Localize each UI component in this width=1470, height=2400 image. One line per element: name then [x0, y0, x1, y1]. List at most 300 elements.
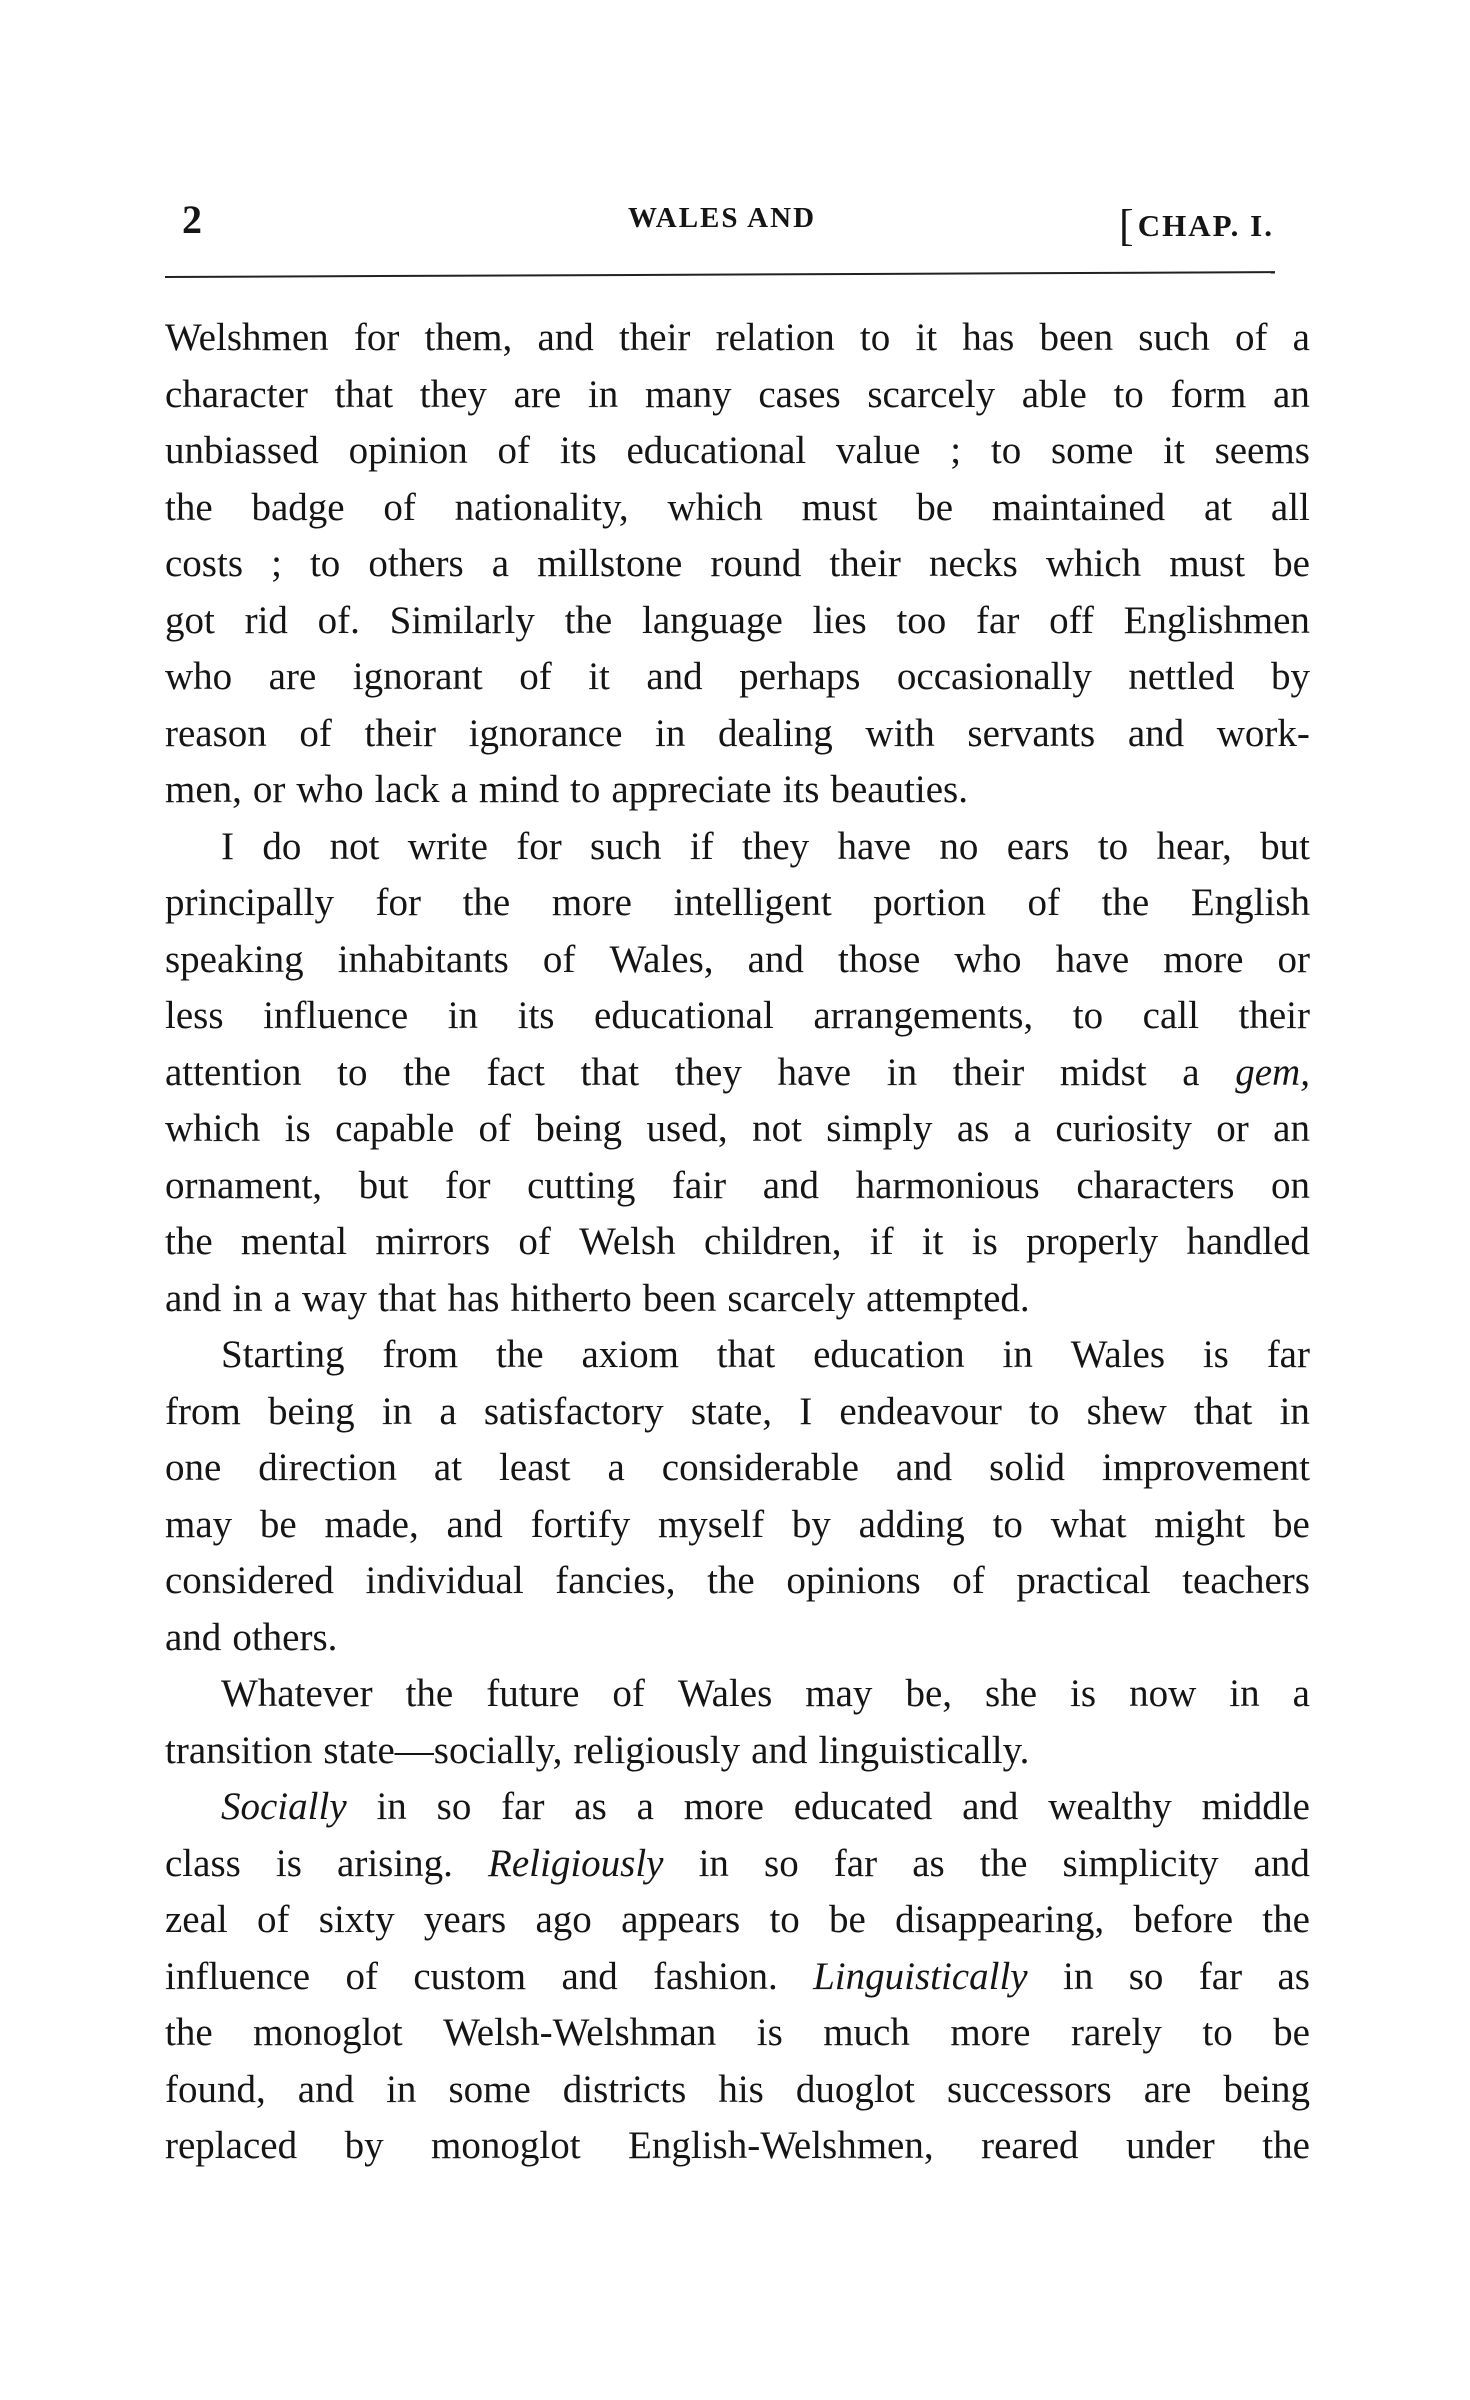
word: of	[299, 711, 332, 755]
word: in	[381, 1389, 413, 1433]
word: and	[561, 1954, 618, 1998]
word: as	[956, 1107, 990, 1150]
chapter-bracket: [	[1119, 201, 1136, 250]
word: to	[1097, 824, 1129, 868]
word: fair	[672, 1163, 727, 1207]
word: the	[165, 485, 213, 529]
word: their	[1238, 994, 1310, 1037]
word: simplicity	[1062, 1841, 1219, 1885]
word: be	[1273, 1502, 1310, 1546]
word: they	[741, 824, 810, 868]
text-line	[165, 593, 1310, 650]
word: and	[762, 1163, 820, 1207]
word: their	[618, 316, 691, 359]
word: a	[1292, 1672, 1310, 1715]
word: some	[448, 2067, 531, 2111]
word: perhaps	[739, 655, 861, 698]
word: Linguistically	[813, 1954, 1028, 1998]
word: more	[551, 881, 632, 924]
word: they	[674, 1050, 742, 1094]
word: not	[752, 1107, 802, 1150]
word: nationality,	[454, 485, 629, 529]
word: dealing	[718, 711, 833, 755]
text-line	[165, 988, 1310, 1045]
word: ignorant	[352, 655, 483, 698]
word: by	[1270, 655, 1310, 698]
text-line	[165, 1779, 1310, 1836]
word: one	[165, 1446, 222, 1489]
text-line	[165, 1666, 1310, 1723]
word: being	[268, 1389, 355, 1433]
word: a	[491, 542, 510, 585]
word: zeal	[165, 1898, 228, 1941]
word: of	[518, 1220, 551, 1263]
word: to	[309, 542, 341, 585]
text-line	[165, 480, 1310, 537]
word: or	[252, 768, 286, 811]
word: duoglot	[795, 2067, 916, 2111]
word: of	[1234, 316, 1268, 359]
word: middle	[1201, 1785, 1310, 1828]
word: and	[165, 1615, 222, 1659]
word: of	[952, 1559, 985, 1602]
word: before	[1133, 1898, 1234, 1941]
word: all	[1270, 485, 1310, 529]
word: to	[570, 768, 601, 811]
word: more	[1163, 937, 1244, 981]
text-line	[165, 1836, 1310, 1893]
text-line	[165, 1384, 1310, 1441]
word: of	[478, 1107, 512, 1150]
word: the	[405, 1672, 454, 1715]
word: transition	[165, 1728, 313, 1772]
word: linguistically.	[818, 1728, 1030, 1772]
word: a	[1182, 1050, 1200, 1094]
word: solid	[989, 1446, 1066, 1489]
word: a	[1292, 316, 1310, 359]
word: scarcely	[867, 372, 996, 416]
word: in	[886, 1050, 918, 1094]
word: others	[368, 542, 464, 585]
word: cutting	[527, 1163, 636, 1207]
text-line	[165, 1101, 1310, 1158]
word: rarely	[1070, 2011, 1162, 2054]
word: the	[495, 1333, 544, 1376]
word: too	[896, 598, 947, 642]
word: of.	[317, 598, 360, 642]
word: inhabitants	[337, 937, 509, 981]
word: it	[921, 1220, 944, 1263]
word: are	[268, 655, 317, 698]
word: educational	[626, 429, 807, 472]
word: being	[535, 1107, 623, 1150]
word: for	[353, 316, 400, 359]
text-line	[165, 932, 1310, 989]
word: so	[436, 1785, 472, 1828]
word: may	[805, 1672, 873, 1715]
word: far	[976, 598, 1020, 642]
text-line	[165, 310, 1310, 367]
word: such	[590, 824, 662, 868]
word: and	[751, 1728, 808, 1772]
word: influence	[263, 994, 409, 1037]
word: under	[1126, 2124, 1215, 2167]
word: as	[912, 1841, 945, 1885]
word: considered	[165, 1559, 334, 1602]
text-line	[165, 1327, 1310, 1384]
text-line	[165, 819, 1310, 876]
word: been	[642, 1276, 717, 1320]
word: might	[1154, 1502, 1246, 1546]
text-line	[165, 649, 1310, 706]
word: its	[517, 994, 555, 1037]
word: class	[165, 1841, 241, 1885]
word: a	[439, 1389, 457, 1433]
word: not	[329, 824, 380, 868]
word: educated	[793, 1785, 933, 1828]
word: form	[1170, 372, 1247, 416]
word: educational	[594, 994, 774, 1037]
word: that	[580, 1050, 640, 1094]
word: costs	[165, 542, 243, 585]
word: reared	[981, 2124, 1079, 2167]
word: as	[574, 1785, 607, 1828]
word: Welshmen	[165, 316, 329, 359]
page-number: 2	[182, 197, 202, 242]
word: who	[954, 937, 1022, 981]
word: is	[971, 1220, 998, 1263]
word: opinions	[786, 1559, 921, 1602]
word: them,	[424, 316, 513, 359]
word: state—socially,	[323, 1728, 563, 1772]
word: hitherto	[510, 1276, 632, 1320]
word: for	[445, 1163, 491, 1207]
word: Wales	[1070, 1333, 1166, 1376]
word: ;	[271, 542, 282, 585]
text-line	[165, 2062, 1310, 2119]
word: Starting	[221, 1333, 345, 1376]
word: Similarly	[389, 598, 535, 642]
word: are	[513, 372, 562, 416]
word: successors	[947, 2067, 1112, 2111]
text-line	[165, 2005, 1310, 2062]
word: used,	[646, 1107, 728, 1150]
word: to	[1113, 372, 1144, 416]
text-line	[165, 1949, 1310, 2006]
word: is	[275, 1841, 302, 1885]
word: many	[644, 372, 732, 416]
word: got	[165, 598, 215, 642]
word: English-Welshmen,	[628, 2124, 934, 2167]
word: in	[698, 1841, 729, 1885]
word: call	[1142, 994, 1199, 1037]
word: ornament,	[165, 1163, 323, 1207]
word: must	[801, 485, 878, 529]
word: do	[262, 824, 302, 868]
word: be	[1273, 542, 1310, 585]
word: in	[1002, 1333, 1033, 1376]
word: its	[782, 768, 820, 811]
word: the	[979, 1841, 1028, 1885]
word: its	[559, 429, 597, 472]
word: Welsh-Welshman	[443, 2011, 717, 2054]
word: been	[1039, 316, 1114, 359]
word: of	[345, 1954, 378, 1998]
word: wealthy	[1048, 1785, 1172, 1828]
word: practical	[1016, 1559, 1151, 1602]
word: character	[165, 372, 308, 416]
word: their	[364, 711, 437, 755]
word: principally	[165, 881, 334, 924]
word: children,	[703, 1220, 842, 1263]
header-rule	[165, 271, 1275, 278]
word: mind	[478, 768, 560, 811]
word: sixty	[318, 1898, 395, 1941]
word: badge	[251, 485, 345, 529]
word: found,	[165, 2067, 266, 2111]
word: in	[1229, 1672, 1260, 1715]
word: and	[1253, 1841, 1310, 1885]
word: so	[764, 1841, 799, 1885]
word: influence	[165, 1954, 311, 1998]
text-line	[165, 1723, 1310, 1780]
word: round	[710, 542, 802, 585]
word: have	[837, 824, 912, 868]
word: but	[1260, 824, 1310, 868]
word: Wales	[677, 1672, 773, 1715]
word: I	[221, 824, 234, 868]
word: is	[1202, 1333, 1229, 1376]
text-line	[165, 1440, 1310, 1497]
word: so	[1128, 1954, 1164, 1998]
text-line	[165, 875, 1310, 932]
word: portion	[873, 881, 986, 924]
word: and	[747, 937, 804, 981]
word: to	[769, 1898, 800, 1941]
word: may	[165, 1502, 233, 1546]
text-line	[165, 1610, 1310, 1667]
word: fortify	[530, 1502, 631, 1546]
word: has	[962, 316, 1015, 359]
word: are	[1143, 2067, 1192, 2111]
word: in	[232, 1276, 263, 1320]
word: of	[519, 655, 552, 698]
word: fancies,	[555, 1559, 676, 1602]
word: properly	[1026, 1220, 1159, 1263]
word: that	[334, 372, 394, 416]
word: to	[992, 1502, 1023, 1546]
word: is	[756, 2011, 783, 2054]
word: be	[829, 1898, 866, 1941]
word: curiosity	[1055, 1107, 1192, 1150]
word: have	[777, 1050, 852, 1094]
running-head	[170, 196, 1274, 250]
word: far	[501, 1785, 545, 1828]
word: considerable	[661, 1446, 859, 1489]
word: direction	[258, 1446, 397, 1489]
word: that	[716, 1333, 776, 1376]
word: education	[813, 1333, 965, 1376]
word: more	[950, 2011, 1031, 2054]
word: ignorance	[468, 711, 623, 755]
word: a	[1013, 1107, 1032, 1150]
word: or	[1277, 937, 1310, 981]
word: others.	[232, 1615, 338, 1659]
word: but	[358, 1163, 409, 1207]
word: in	[1279, 1389, 1310, 1433]
word: his	[718, 2067, 764, 2111]
word: and	[537, 316, 594, 359]
word: years	[423, 1898, 507, 1941]
word: in	[376, 1785, 407, 1828]
word: and	[646, 655, 703, 698]
word: which	[1045, 542, 1142, 585]
word: which	[667, 485, 763, 529]
text-line	[165, 1045, 1310, 1102]
word: shew	[1086, 1389, 1167, 1433]
word: able	[1021, 372, 1087, 416]
text-line	[165, 1553, 1310, 1610]
word: their	[952, 1050, 1025, 1094]
word: it	[915, 316, 938, 359]
word: districts	[562, 2067, 687, 2111]
word: scarcely	[727, 1276, 856, 1320]
text-line	[165, 2118, 1310, 2175]
word: in	[386, 2067, 417, 2111]
word: way	[301, 1276, 367, 1320]
word: I	[799, 1389, 813, 1433]
text-line	[165, 367, 1310, 424]
word: least	[499, 1446, 571, 1489]
word: maintained	[991, 485, 1166, 529]
word: far	[1266, 1333, 1310, 1376]
word: a	[607, 1446, 625, 1489]
word: to	[1072, 994, 1104, 1037]
word: fact	[486, 1050, 545, 1094]
word: myself	[657, 1502, 765, 1546]
word: cases	[758, 372, 841, 416]
word: Wales,	[609, 937, 714, 981]
word: the	[403, 1050, 451, 1094]
word: and	[1127, 711, 1185, 755]
word: Englishmen	[1123, 598, 1310, 642]
text-line	[165, 1158, 1310, 1215]
word: for	[516, 824, 562, 868]
word: ears	[1006, 824, 1070, 868]
word: more	[683, 1785, 764, 1828]
running-title: WALES AND	[627, 202, 817, 234]
word: by	[791, 1502, 831, 1546]
text-line	[165, 706, 1310, 763]
word: relation	[715, 316, 835, 359]
word: of	[612, 1672, 645, 1715]
chapter-text: CHAP. I.	[1137, 208, 1274, 243]
word: the	[1262, 2124, 1310, 2167]
word: it	[588, 655, 610, 698]
word: endeavour	[839, 1389, 1002, 1433]
word: be	[1273, 2011, 1310, 2054]
word: with	[865, 711, 935, 755]
word: in	[1062, 1954, 1094, 1998]
word: be	[916, 485, 954, 529]
word: the	[1101, 881, 1150, 924]
word: of	[542, 937, 576, 981]
word: for	[375, 881, 422, 924]
word: the	[707, 1559, 755, 1602]
word: Welsh	[579, 1220, 676, 1263]
word: men,	[165, 768, 242, 811]
word: value	[836, 429, 921, 472]
word: some	[1051, 429, 1134, 472]
word: what	[1050, 1502, 1127, 1546]
word: she	[985, 1672, 1038, 1715]
word: less	[165, 994, 224, 1037]
word: ago	[535, 1898, 592, 1941]
word: an	[1273, 1107, 1310, 1150]
text-line	[165, 536, 1310, 593]
word: handled	[1186, 1220, 1310, 1263]
word: arising.	[337, 1841, 453, 1885]
word: monoglot	[253, 2011, 403, 2054]
word: and	[165, 1276, 222, 1320]
word: it	[1163, 429, 1185, 472]
word: who	[296, 768, 364, 811]
word: beauties.	[830, 768, 968, 811]
word: appears	[621, 1898, 741, 1941]
word: off	[1049, 598, 1094, 642]
word: disappearing,	[895, 1898, 1105, 1941]
word: Whatever	[221, 1672, 373, 1715]
word: of	[257, 1898, 290, 1941]
word: who	[165, 655, 233, 698]
word: gem,	[1235, 1050, 1310, 1094]
word: by	[344, 2124, 384, 2167]
word: they	[419, 372, 487, 416]
word: if	[869, 1220, 894, 1263]
word: to	[859, 316, 891, 359]
word: in	[447, 994, 479, 1037]
word: work-	[1216, 711, 1310, 755]
word: and	[446, 1502, 503, 1546]
word: English	[1190, 881, 1310, 924]
word: replaced	[165, 2124, 298, 2167]
word: far	[833, 1841, 878, 1885]
word: lies	[812, 598, 867, 642]
word: appreciate	[611, 768, 772, 811]
word: simply	[826, 1107, 933, 1150]
word: attention	[165, 1050, 302, 1094]
word: hear,	[1156, 824, 1232, 868]
word: is	[284, 1107, 311, 1150]
word: individual	[365, 1559, 524, 1602]
body-text	[165, 310, 1310, 2175]
chapter-label	[1119, 196, 1274, 250]
word: reason	[165, 711, 267, 755]
word: in	[587, 372, 619, 416]
word: Religiously	[488, 1841, 664, 1885]
word: intelligent	[673, 881, 832, 924]
word: millstone	[537, 542, 683, 585]
word: custom	[413, 1954, 527, 1998]
word: be,	[905, 1672, 952, 1715]
word: the	[165, 1220, 213, 1263]
word: and	[962, 1785, 1019, 1828]
word: much	[823, 2011, 910, 2054]
word: is	[1070, 1672, 1097, 1715]
word: must	[1169, 542, 1246, 585]
text-line	[165, 1892, 1310, 1949]
word: being	[1223, 2067, 1310, 2111]
